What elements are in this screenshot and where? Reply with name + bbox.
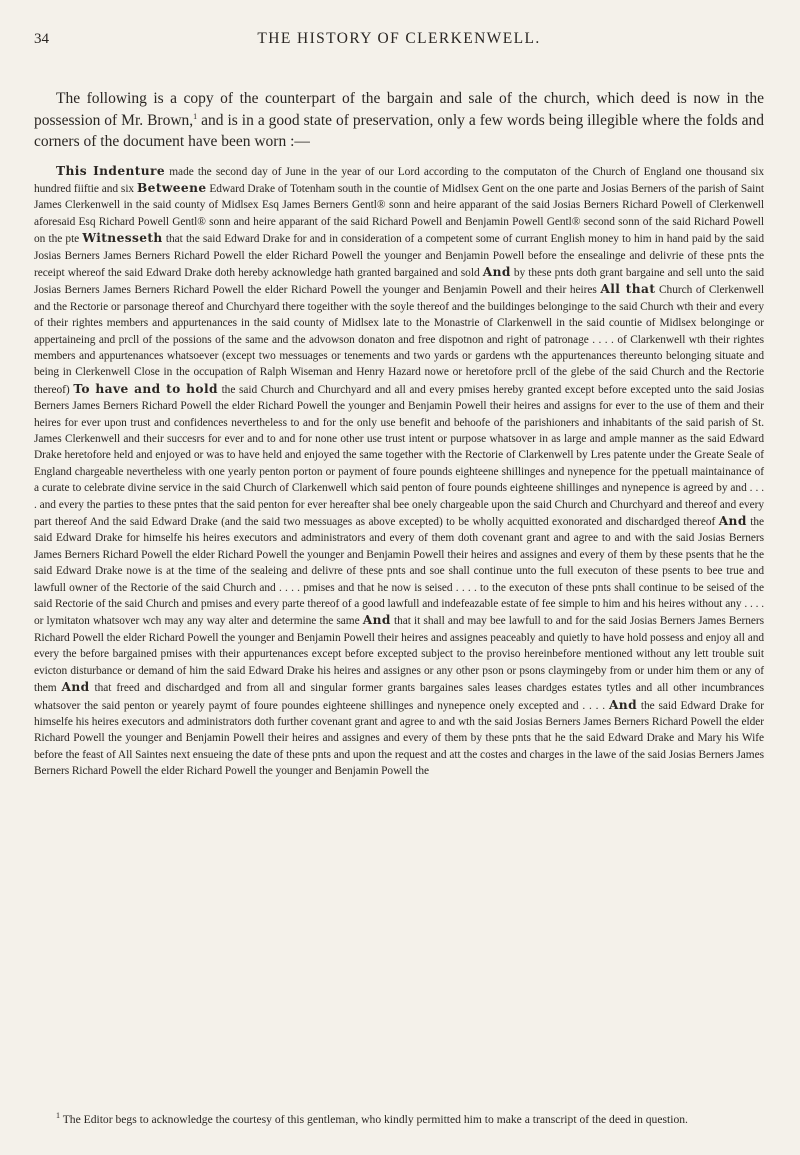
intro-text-continued: and is in a good state of preservation, only a few words being illegible where the folds and corners of the document have been worn :—	[34, 111, 764, 150]
deed-blackletter-word: And	[61, 680, 90, 695]
intro-paragraph	[34, 88, 764, 153]
footnote-reference: 1	[193, 111, 198, 121]
deed-blackletter-word: Witnesseth	[82, 231, 163, 246]
deed-text: the said Edward Drake for himselfe his heires executors and administrators doth further covenant grant and agree to and wth the said Josias Berners James Berners Richard Powell the elder Richard Powell the younger and Benjamin Powell their heires and assignes and every of them by these pnts that he the said Edward Drake and Mary his Wife before the feast of All Saintes next ensueing the date of these pnts and upon the request and att the costes and charges in the lawe of the said Josias Berners James Berners Richard Powell the elder Richard Powell the younger and Benjamin Powell the	[34, 699, 765, 778]
footnote-mark: 1	[56, 1111, 60, 1121]
page-number: 34	[34, 31, 49, 47]
deed-text: that the said Edward Drake for and in consideration of a competent some of currant English money to him in hand paid by the said Josias Berners James Berners Richard Powell the elder Richard Powell the younger and Benjamin Powell before the ensealinge and delivrie of these pnts the receipt whereof the said Edward Drake doth hereby acknowledge hath granted bargained and sold	[34, 233, 765, 279]
deed-blackletter-word: And	[608, 697, 637, 712]
deed-blackletter-word: To have and to hold	[73, 381, 218, 396]
deed-text: by these pnts doth grant bargaine and sell unto the said Josias Berners James Berners Richard Powell the elder Richard Powell the younger and Benjamin Powell and their heires	[34, 266, 764, 297]
deed-text: Edward Drake of Totenham south in the countie of Midlsex Gent on the one parte and Josias Berners of the parish of Saint James Clerkenwell in the said county of Midlsex Esq James Berners Gentl® sonn and heire apparant of the said Josias Berners Richard Powell of Clerkenwell aforesaid Esq Richard Powell Gentl® sonn and heire apparant of the said Richard Powell and Benjamin Powell Gentl® second sonn of the said Richard Powell on the pte	[34, 182, 764, 246]
footnote	[34, 1112, 764, 1127]
deed-text: that freed and dischardged and from all and singular former grants bargaines sales leases chardges estates tytles and all other incumbrances whatsover the said penton or yearely paymt of foure poundes eighteene shillinges and nynepence onely excepted and . . . .	[34, 682, 765, 712]
deed-text: the said Church and Churchyard and all and every pmises hereby granted except before excepted unto the said Josias Berners James Berners Richard Powell the elder Richard Powell the younger and Benjamin Powell their heires and assigns for ever to the use of them and their heires for ever upon trust and confidences nevertheless to and for the only use benefit and behoofe of the parishioners and inhabitants of the said parish of St. James Clerkenwell and their succesrs for ever and to and for none other use trust intent or purpose whatsover in as large and ample manner as the said Edward Drake heretofore held and enjoyed or was to have held and enjoyed the same together with the Rectorie of Clarkenwell by Lres patente under the Greate Seale of England chargeable nevertheless with one yearly penton porton or payment of foure pounds eighteene shillinges and nynepence for the ppetuall maintainance of a curate to celebrate divine service in the said Church of Clarkenwell which said penton of foure pounds eighteene shillinges and nynepence is agreed by and . . . . and every the parties to these pntes that the said penton for ever hereafter shal bee onely chargeable upon the said Church and Churchyard and thereof and every part thereof And the said Edward Drake (and the said two messuages as above excepted) to be wholly acquitted exonorated and dischardged thereof	[34, 383, 764, 529]
deed-blackletter-word: And	[362, 613, 391, 628]
deed-transcript	[34, 163, 764, 780]
deed-blackletter-word: And	[718, 514, 747, 529]
deed-blackletter-heading: This Indenture	[56, 163, 166, 178]
intro-text: The following is a copy of the counterpart of the bargain and sale of the church, which deed is now in the possession of Mr. Brown,	[34, 90, 764, 129]
deed-blackletter-word: All that	[600, 282, 656, 297]
deed-blackletter-word: Betweene	[136, 180, 207, 195]
deed-blackletter-word: And	[482, 264, 511, 279]
running-head	[34, 30, 764, 60]
footnote-text: The Editor begs to acknowledge the courtesy of this gentleman, who kindly permitted him to make a transcript of the deed in question.	[60, 1113, 688, 1126]
running-title: THE HISTORY OF CLERKENWELL.	[257, 30, 541, 47]
deed-text: made the second day of June in the year of our Lord according to the computaton of the Church of England one thousand six hundred fiiftie and six	[34, 165, 764, 195]
deed-text: that it shall and may bee lawfull to and for the said Josias Berners James Berners Richard Powell the elder Richard Powell the younger and Benjamin Powell their heires and assignes peaceably and quietly to have hold possess and enjoy all and every the before bargained pmises with their appurtenances except before excepted subject to the proviso hereinbefore mentioned without any lett trouble suit evicton disturbance or demand of him the said Edward Drake his heires and assignes or any other pson or psons claymingeby from or under him them or any of them	[34, 615, 764, 695]
deed-text: Church of Clerkenwell and the Rectorie or parsonage thereof and Churchyard there togeither with the soyle thereof and the buildinges belonginge to the said Church wth their and every of their rightes members and appurtenances in the said county of Midlsex late to the Monastrie of Clarkenwell in the said countie of Midlsex belonginge or appertaineing and prcll of the possions of the same and the advowson donaton and free dispotnon and right of patronage . . . . of Clarkenwell wth their rightes members and appurtenances whatsoever (except two messuages or tenements and two yards or gardens wth the appurtenances thereunto belonging situate and being in Clerkenwell Close in the occupation of Ralph Wiseman and Henry Hazard nowe or heretofore prcll of the glebe of the said Church and the Rectorie thereof)	[34, 284, 764, 396]
deed-text: the said Edward Drake for himselfe his heires executors and administrators and every of them doth covenant grant and agree to and with the said Josias Berners James Berners Richard Powell the elder Richard Powell the younger and Benjamin Powell their heires and assignes and every of them by these psents that he the said Edward Drake nowe is at the time of the sealeing and delivre of these pnts and soe shall continue unto the full executon of these psents to bee true and lawfull owner of the Rectorie of the said Church and . . . . pmises and that he now is seised . . . . to the executon of these pnts shall continue to be seised of the said Rectorie of the said Church and pmises and every parte thereof of a good lawfull and indefeazable estate of fee simple to him and his heires without any . . . . or lymitaton whatsover wch may any way alter and determine the same	[34, 516, 764, 628]
